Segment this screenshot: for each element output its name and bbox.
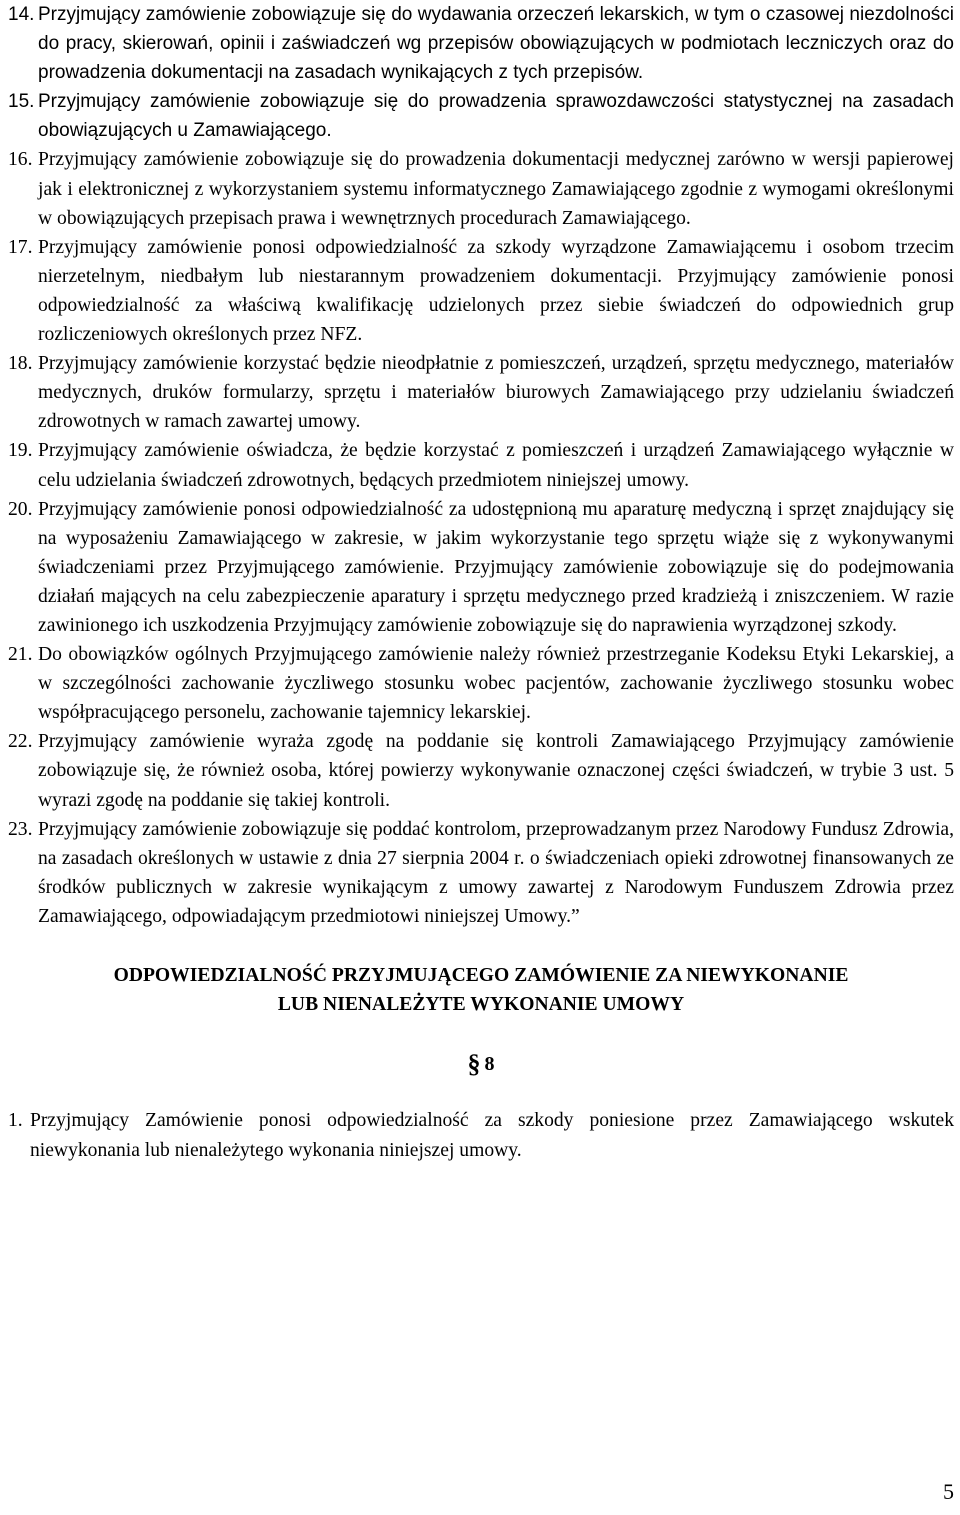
section-symbol: § [467,1049,481,1078]
item-number: 20. [8,498,33,520]
item-number: 21. [8,644,33,666]
item-number: 17. [8,236,33,258]
section-heading [8,961,954,1019]
obligations-list [8,0,954,931]
item-number: 16. [8,149,33,171]
item-number: 15. [8,91,35,113]
section-number [8,1049,954,1079]
section-heading-line-2: LUB NIENALEŻYTE WYKONANIE UMOWY [277,994,685,1015]
item-number: 23. [8,818,33,840]
item-text: Przyjmujący zamówienie oświadcza, że będzie korzystać z pomieszczeń i urządzeń Zamawiającego wyłącznie w celu udzielania świadczeń zdrowotnych, będących przedmiotem niniejszej umowy. [38,440,954,491]
item-text: Przyjmujący zamówienie korzystać będzie nieodpłatnie z pomieszczeń, urządzeń, sprzętu medycznego, materiałów medycznych, druków formularzy, sprzętu i materiałów biurowych Zamawiającego przy udzielaniu świadczeń zdrowotnych w ramach zawartej umowy. [38,353,954,433]
item-text: Przyjmujący zamówienie zobowiązuje się poddać kontrolom, przeprowadzanym przez Narodowy Fundusz Zdrowia, na zasadach określonych w ustawie z dnia 27 sierpnia 2004 r. o świadczeniach opieki zdrowotnej finansowanych ze środków publicznych w zakresie wynikającym z umowy zawartej z Narodowym Funduszem Zdrowia przez Zamawiającego, odpowiadającym przedmiotowi niniejszej Umowy.” [38,818,954,927]
list-item [8,145,954,232]
list-item [8,233,954,349]
section-heading-line-1: ODPOWIEDZIALNOŚĆ PRZYJMUJĄCEGO ZAMÓWIENIE ZA NIEWYKONANIE [113,965,849,986]
item-number: 22. [8,731,33,753]
paragraph-text: Przyjmujący Zamówienie ponosi odpowiedzialność za szkody poniesione przez Zamawiającego wskutek niewykonania lub nienależytego wykonania niniejszej umowy. [30,1110,954,1161]
item-text: Przyjmujący zamówienie zobowiązuje się do prowadzenia dokumentacji medycznej zarówno w wersji papierowej jak i elektronicznej z wykorzystaniem systemu informatycznego Zamawiającego zgodnie z wymogami określonymi w obowiązujących przepisach prawa i wewnętrznych procedurach Zamawiającego. [38,149,954,229]
item-number: 14. [8,4,35,25]
list-item [8,0,954,87]
paragraph-number: 1. [8,1110,23,1131]
final-paragraph [8,1106,954,1166]
item-text: Do obowiązków ogólnych Przyjmującego zamówienie należy również przestrzeganie Kodeksu Etyki Lekarskiej, a w szczególności zachowanie życzliwego stosunku wobec pacjentów, zachowanie życzliwego stosunku wobec współpracującego personelu, zachowanie tajemnicy lekarskiej. [38,644,954,724]
list-item [8,349,954,436]
document-page [8,0,954,1166]
list-item [8,436,954,494]
list-item [8,640,954,727]
item-text: Przyjmujący zamówienie ponosi odpowiedzialność za udostępnioną mu aparaturę medyczną i sprzęt znajdujący się na wyposażeniu Zamawiającego w zakresie, w jakim wykorzystanie tego sprzętu wiąże się z wykonywanymi świadczeniami przez Przyjmującego zamówienie. Przyjmujący zamówienie zobowiązuje się do podejmowania działań mających na celu zabezpieczenie aparatury i sprzętu medycznego przed kradzieżą i zniszczeniem. W razie zawinionego ich uszkodzenia Przyjmujący zamówienie zobowiązuje się do naprawienia wyrządzonej szkody. [38,498,954,636]
section-number-value: 8 [484,1053,495,1075]
item-text: Przyjmujący zamówienie wyraża zgodę na poddanie się kontroli Zamawiającego Przyjmujący zamówienie zobowiązuje się, że również osoba, której powierzy wykonywanie oznaczonej części świadczeń, w trybie 3 ust. 5 wyrazi zgodę na poddanie się takiej kontroli. [38,731,954,811]
item-text: Przyjmujący zamówienie ponosi odpowiedzialność za szkody wyrządzone Zamawiającemu i osobom trzecim nierzetelnym, niedbałym lub niestarannym prowadzeniem dokumentacji. Przyjmujący zamówienie ponosi odpowiedzialność za właściwą kwalifikację udzielonych przez siebie świadczeń do odpowiednich grup rozliczeniowych określonych przez NFZ. [38,236,954,346]
list-item [8,815,954,931]
item-text: Przyjmujący zamówienie zobowiązuje się do prowadzenia sprawozdawczości statystycznej na zasadach obowiązujących u Zamawiającego. [38,91,954,142]
item-text: Przyjmujący zamówienie zobowiązuje się do wydawania orzeczeń lekarskich, w tym o czasowej niezdolności do pracy, skierowań, opinii i zaświadczeń wg przepisów obowiązujących w podmiotach leczniczych oraz do prowadzenia dokumentacji na zasadach wynikających z tych przepisów. [38,4,954,84]
list-item [8,87,954,145]
page-number: 5 [943,1479,954,1504]
list-item [8,495,954,640]
list-item [8,727,954,814]
item-number: 19. [8,440,33,462]
item-number: 18. [8,353,33,375]
